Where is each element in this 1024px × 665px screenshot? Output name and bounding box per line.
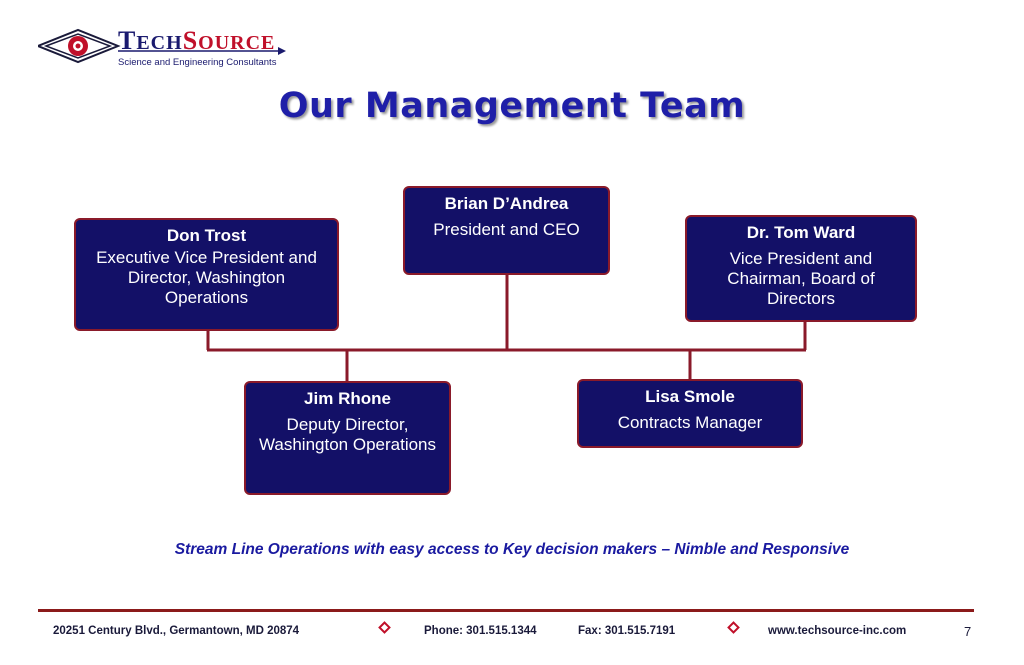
org-box-lisa-smole (577, 379, 803, 448)
footer-phone: Phone: 301.515.1344 (424, 625, 537, 637)
person-role: Deputy Director, Washington Operations (258, 415, 437, 454)
footer-address: 20251 Century Blvd., Germantown, MD 20874 (53, 625, 300, 637)
person-name: Brian D’Andrea (444, 194, 569, 213)
logo-s: S (182, 26, 199, 55)
logo-ource: OURCE (198, 32, 276, 54)
person-name: Dr. Tom Ward (746, 223, 856, 242)
org-box-tom-ward (685, 215, 917, 322)
footer-divider (38, 609, 974, 612)
footer-fax: Fax: 301.515.7191 (578, 625, 676, 637)
person-role: President and CEO (433, 220, 580, 239)
logo-ech: ECH (136, 32, 183, 54)
page-title: Our Management Team (278, 86, 746, 126)
person-name: Lisa Smole (645, 387, 735, 406)
page-number: 7 (964, 624, 972, 639)
org-box-brian-dandrea (403, 186, 610, 275)
person-role: Contracts Manager (617, 413, 763, 432)
footer-website[interactable]: www.techsource-inc.com (768, 625, 907, 637)
person-role: Vice President and Chairman, Board of Directors (727, 249, 875, 308)
org-box-jim-rhone (244, 381, 451, 495)
person-role: Executive Vice President and Director, Washington Operations (96, 248, 317, 307)
person-name: Don Trost (166, 226, 247, 245)
person-name: Jim Rhone (304, 389, 391, 408)
tagline: Stream Line Operations with easy access to Key decision makers – Nimble and Responsive (174, 541, 850, 558)
logo-tagline: Science and Engineering Consultants (118, 57, 277, 68)
org-box-don-trost (74, 218, 339, 331)
logo-t: T (118, 26, 137, 55)
